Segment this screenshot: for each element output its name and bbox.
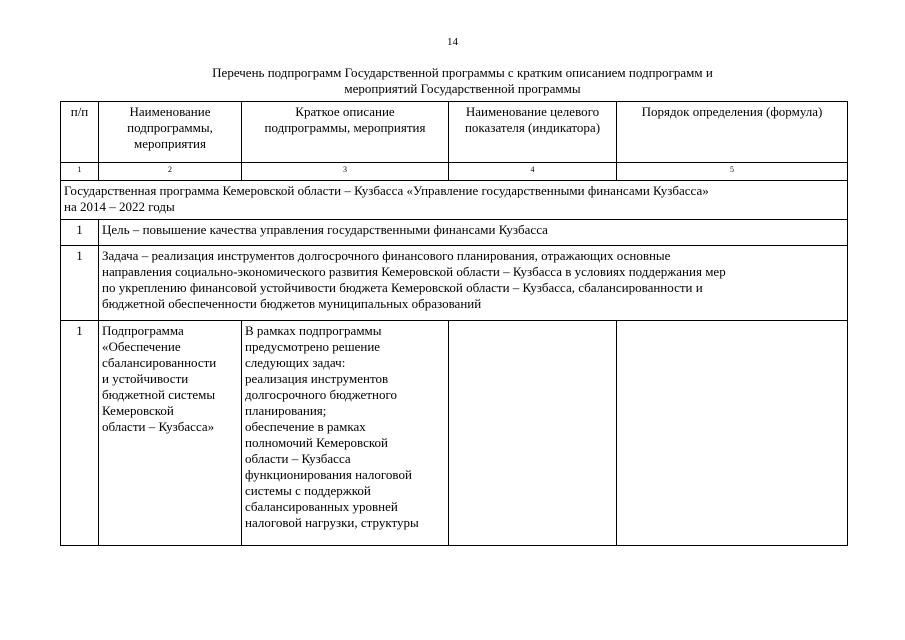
description-line: сбалансированных уровней — [245, 499, 398, 514]
subprogram-indicator — [449, 321, 617, 546]
description-line: планирования; — [245, 403, 327, 418]
task-number: 1 — [61, 246, 99, 321]
subprogram-row — [61, 321, 848, 546]
description-line: В рамках подпрограммы — [245, 323, 382, 338]
description-line: полномочий Кемеровской — [245, 435, 388, 450]
header-description — [242, 102, 449, 163]
description-line: системы с поддержкой — [245, 483, 371, 498]
column-number: 2 — [99, 163, 242, 181]
subprogram-name — [99, 321, 242, 546]
subprogram-name-line: Кемеровской — [102, 403, 174, 418]
subprogram-description — [242, 321, 449, 546]
page-number: 14 — [447, 36, 458, 48]
task-row — [61, 246, 848, 321]
header-indicator-line: показателя (индикатора) — [464, 120, 601, 135]
description-line: реализация инструментов — [245, 371, 389, 386]
title-line-1: Перечень подпрограмм Государственной программы с кратким описанием подпрограмм и — [212, 65, 713, 80]
description-line: функционирования налоговой — [245, 467, 412, 482]
column-number: 1 — [61, 163, 99, 181]
goal-text: Цель – повышение качества управления государственными финансами Кузбасса — [99, 220, 848, 246]
subprograms-table — [60, 101, 848, 546]
program-name-line-2: на 2014 – 2022 годы — [64, 199, 175, 214]
task-line: Задача – реализация инструментов долгосрочного финансового планирования, отражающих основные — [102, 248, 671, 263]
subprogram-name-line: «Обеспечение — [102, 339, 181, 354]
program-row — [61, 181, 848, 220]
header-name — [99, 102, 242, 163]
subprogram-name-line: сбалансированности — [102, 355, 217, 370]
goal-row — [61, 220, 848, 246]
column-number-row — [61, 163, 848, 181]
subprogram-name-line: и устойчивости — [102, 371, 189, 386]
description-line: долгосрочного бюджетного — [245, 387, 397, 402]
header-name-line: Наименование — [129, 104, 211, 119]
description-line: предусмотрено решение — [245, 339, 381, 354]
column-number: 4 — [449, 163, 617, 181]
header-description-line: Краткое описание — [295, 104, 395, 119]
program-name-cell — [61, 181, 848, 220]
task-line: бюджетной обеспеченности бюджетов муниципальных образований — [102, 296, 482, 311]
header-number: п/п — [61, 102, 99, 163]
description-line: обеспечение в рамках — [245, 419, 366, 434]
header-name-line: мероприятия — [133, 136, 206, 151]
subprogram-name-line: бюджетной системы — [102, 387, 216, 402]
description-line: налоговой нагрузки, структуры — [245, 515, 419, 530]
subprogram-formula — [617, 321, 848, 546]
header-description-line: подпрограммы, мероприятия — [264, 120, 426, 135]
document-title — [120, 65, 805, 97]
subprogram-name-line: Подпрограмма — [102, 323, 184, 338]
header-indicator-line: Наименование целевого — [465, 104, 600, 119]
header-formula: Порядок определения (формула) — [617, 102, 848, 163]
title-line-2: мероприятий Государственной программы — [344, 81, 581, 96]
description-line: области – Кузбасса — [245, 451, 351, 466]
goal-number: 1 — [61, 220, 99, 246]
description-line: следующих задач: — [245, 355, 346, 370]
header-name-line: подпрограммы, — [127, 120, 213, 135]
table-header-row — [61, 102, 848, 163]
program-name-line-1: Государственная программа Кемеровской области – Кузбасса «Управление государственными финансами Кузбасса» — [64, 183, 709, 198]
task-line: по укреплению финансовой устойчивости бюджета Кемеровской области – Кузбасса, сбалансированности и — [102, 280, 703, 295]
task-line: направления социально-экономического развития Кемеровской области – Кузбасса в условиях поддержания мер — [102, 264, 726, 279]
subprogram-name-line: области – Кузбасса» — [102, 419, 215, 434]
subprogram-number: 1 — [61, 321, 99, 546]
header-indicator — [449, 102, 617, 163]
task-text — [99, 246, 848, 321]
column-number: 3 — [242, 163, 449, 181]
column-number: 5 — [617, 163, 848, 181]
